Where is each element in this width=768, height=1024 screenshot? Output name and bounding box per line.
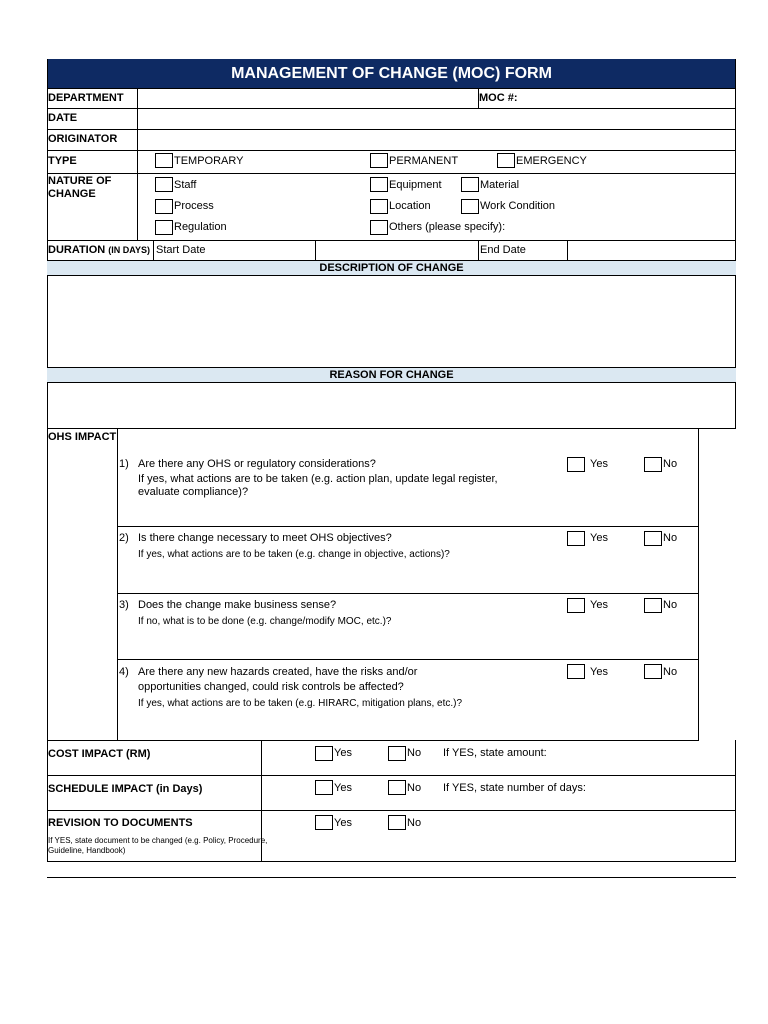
nature-label-line2: CHANGE [48, 188, 96, 200]
row-line [47, 428, 736, 429]
ohs-separator [117, 428, 118, 741]
q4-no-checkbox[interactable] [644, 664, 662, 679]
type-temporary-checkbox[interactable] [155, 153, 173, 168]
q1-no-checkbox[interactable] [644, 457, 662, 472]
date-field[interactable] [140, 110, 730, 127]
cost-no-label: No [407, 747, 422, 759]
cost-no-checkbox[interactable] [388, 746, 406, 761]
q1-sub1: If yes, what actions are to be taken (e.g. action plan, update legal register, [138, 473, 498, 485]
cost-yes-label: Yes [334, 747, 352, 759]
q1-yes-checkbox[interactable] [567, 457, 585, 472]
nature-regulation-checkbox[interactable] [155, 220, 173, 235]
reason-header [47, 367, 736, 383]
originator-field[interactable] [140, 131, 730, 148]
end-date-field[interactable] [570, 242, 730, 258]
moc-number-label: MOC #: [479, 92, 518, 104]
schedule-note: If YES, state number of days: [443, 782, 586, 794]
nature-process-label: Process [174, 200, 214, 212]
revision-note-line1: If YES, state document to be changed (e.g. Policy, Procedure, [48, 836, 268, 845]
q3-yes-label: Yes [590, 599, 608, 611]
date-label: DATE [48, 112, 78, 124]
schedule-no-label: No [407, 782, 422, 794]
nature-staff-label: Staff [174, 179, 197, 191]
duration-unit: (IN DAYS) [108, 245, 150, 255]
duration-label [48, 244, 150, 257]
type-permanent-checkbox[interactable] [370, 153, 388, 168]
start-date-label: Start Date [156, 244, 206, 256]
revision-no-label: No [407, 817, 422, 829]
bottom-frame-right [735, 740, 736, 861]
reason-header-text: REASON FOR CHANGE [329, 369, 454, 381]
q4-yes-label: Yes [590, 666, 608, 678]
q4-sub1: If yes, what actions are to be taken (e.g. HIRARC, mitigation plans, etc.)? [138, 698, 463, 709]
nature-equipment-label: Equipment [389, 179, 442, 191]
q2-yes-label: Yes [590, 532, 608, 544]
ohs-frame-left [47, 428, 48, 742]
q3-yes-checkbox[interactable] [567, 598, 585, 613]
cost-impact-label: COST IMPACT (RM) [48, 748, 151, 760]
row-line [47, 861, 736, 862]
q2-no-label: No [663, 532, 678, 544]
label-separator [137, 88, 138, 240]
nature-others-label: Others (please specify): [389, 221, 506, 233]
nature-others-checkbox[interactable] [370, 220, 388, 235]
nature-location-checkbox[interactable] [370, 199, 388, 214]
row-line [47, 810, 736, 811]
schedule-impact-label: SCHEDULE IMPACT (in Days) [48, 783, 203, 795]
cost-note: If YES, state amount: [443, 747, 547, 759]
row-line [47, 150, 735, 151]
q3-text: Does the change make business sense? [138, 599, 337, 611]
duration-label-text: DURATION [48, 244, 106, 256]
q2-no-checkbox[interactable] [644, 531, 662, 546]
q2-text: Is there change necessary to meet OHS objectives? [138, 532, 392, 544]
ohs-impact-label: OHS IMPACT [48, 431, 117, 443]
q3-no-label: No [663, 599, 678, 611]
revision-no-checkbox[interactable] [388, 815, 406, 830]
revision-yes-checkbox[interactable] [315, 815, 333, 830]
schedule-yes-label: Yes [334, 782, 352, 794]
nature-staff-checkbox[interactable] [155, 177, 173, 192]
q1-number: 1) [119, 458, 129, 470]
revision-note-line2: Guideline, Handbook) [48, 846, 126, 855]
q4-text2: opportunities changed, could risk controls be affected? [138, 681, 404, 693]
q4-yes-checkbox[interactable] [567, 664, 585, 679]
nature-regulation-label: Regulation [174, 221, 227, 233]
form-title: MANAGEMENT OF CHANGE (MOC) FORM [47, 59, 736, 88]
q2-sub1: If yes, what actions are to be taken (e.g. change in objective, actions)? [138, 549, 450, 560]
q4-text: Are there any new hazards created, have the risks and/or [138, 666, 418, 678]
type-emergency-label: EMERGENCY [516, 155, 587, 167]
type-temporary-label: TEMPORARY [174, 155, 244, 167]
department-label: DEPARTMENT [48, 92, 124, 104]
row-line [47, 108, 735, 109]
nature-label-line1: NATURE OF [48, 175, 112, 187]
row-line [47, 129, 735, 130]
nature-material-label: Material [480, 179, 520, 191]
revision-yes-label: Yes [334, 817, 352, 829]
footer-rule [47, 877, 736, 878]
q1-sub2: evaluate compliance)? [138, 486, 249, 498]
start-date-field[interactable] [318, 242, 473, 258]
nature-equipment-checkbox[interactable] [370, 177, 388, 192]
ohs-frame-right [698, 428, 699, 741]
q2-number: 2) [119, 532, 129, 544]
department-field[interactable] [140, 90, 474, 106]
row-line [47, 240, 735, 241]
q1-no-label: No [663, 458, 678, 470]
row-line [47, 740, 698, 741]
schedule-no-checkbox[interactable] [388, 780, 406, 795]
description-header [47, 260, 736, 276]
q3-no-checkbox[interactable] [644, 598, 662, 613]
q4-number: 4) [119, 666, 129, 678]
duration-separator [315, 240, 316, 260]
row-line [117, 593, 698, 594]
q2-yes-checkbox[interactable] [567, 531, 585, 546]
row-line [117, 526, 698, 527]
reason-field[interactable] [50, 385, 732, 426]
row-line [47, 173, 735, 174]
duration-separator [567, 240, 568, 260]
row-line [47, 775, 736, 776]
cost-yes-checkbox[interactable] [315, 746, 333, 761]
nature-material-checkbox[interactable] [461, 177, 479, 192]
q3-number: 3) [119, 599, 129, 611]
row-line [47, 88, 735, 89]
q3-sub1: If no, what is to be done (e.g. change/modify MOC, etc.)? [138, 616, 392, 627]
nature-work-condition-checkbox[interactable] [461, 199, 479, 214]
type-label: TYPE [48, 155, 77, 167]
q4-no-label: No [663, 666, 678, 678]
type-emergency-checkbox[interactable] [497, 153, 515, 168]
end-date-label: End Date [480, 244, 526, 256]
duration-separator [478, 240, 479, 260]
nature-work-condition-label: Work Condition [480, 200, 555, 212]
q1-yes-label: Yes [590, 458, 608, 470]
nature-process-checkbox[interactable] [155, 199, 173, 214]
description-field[interactable] [50, 278, 732, 364]
description-header-text: DESCRIPTION OF CHANGE [319, 262, 464, 274]
type-permanent-label: PERMANENT [389, 155, 459, 167]
q1-text: Are there any OHS or regulatory considerations? [138, 458, 376, 470]
moc-number-field[interactable] [520, 90, 730, 106]
row-line [117, 659, 698, 660]
originator-label: ORIGINATOR [48, 133, 118, 145]
schedule-yes-checkbox[interactable] [315, 780, 333, 795]
nature-location-label: Location [389, 200, 431, 212]
revision-label: REVISION TO DOCUMENTS [48, 817, 193, 829]
duration-separator [153, 240, 154, 260]
